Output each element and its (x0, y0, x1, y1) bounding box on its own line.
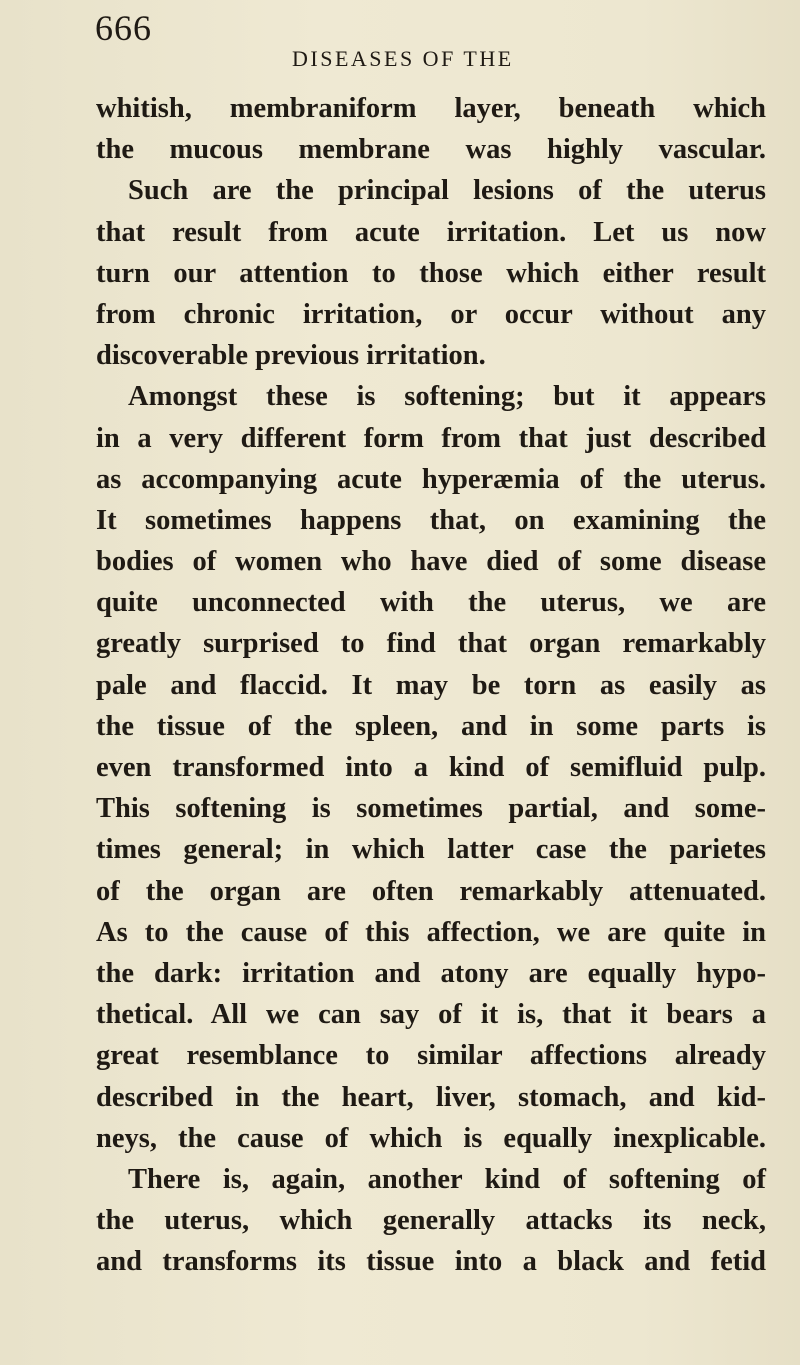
body-text (96, 88, 766, 1282)
text-line: times general; in which latter case the parietes (96, 834, 766, 866)
text-line: It sometimes happens that, on examining the (96, 504, 766, 536)
text-line: that result from acute irritation. Let us now (96, 216, 766, 248)
text-line: the tissue of the spleen, and in some parts is (96, 710, 766, 742)
running-head: DISEASES OF THE (292, 46, 514, 71)
text-line: the mucous membrane was highly vascular. (96, 134, 766, 166)
text-line: from chronic irritation, or occur without any (96, 298, 766, 330)
text-line: the dark: irritation and atony are equally hypo- (96, 957, 766, 989)
page-number: 666 (95, 8, 152, 48)
text-line: and transforms its tissue into a black and fetid (96, 1246, 766, 1278)
text-line: neys, the cause of which is equally inexplicable. (96, 1122, 766, 1154)
text-line: Such are the principal lesions of the uterus (128, 175, 766, 207)
text-line: even transformed into a kind of semifluid pulp. (96, 752, 766, 783)
text-line: the uterus, which generally attacks its neck, (96, 1205, 766, 1237)
text-line: pale and flaccid. It may be torn as easily as (96, 669, 766, 701)
text-line: as accompanying acute hyperæmia of the uterus. (96, 463, 766, 495)
text-line: bodies of women who have died of some disease (96, 546, 766, 578)
text-line: described in the heart, liver, stomach, and kid- (96, 1081, 766, 1113)
text-line: turn our attention to those which either result (96, 257, 766, 289)
text-line: whitish, membraniform layer, beneath which (96, 93, 766, 124)
text-line: There is, again, another kind of softening of (128, 1163, 766, 1195)
text-line: thetical. All we can say of it is, that it bears a (96, 999, 766, 1031)
text-line: Amongst these is softening; but it appears (128, 381, 766, 413)
text-line: quite unconnected with the uterus, we are (96, 587, 766, 619)
text-line: greatly surprised to find that organ remarkably (96, 628, 766, 660)
text-line: As to the cause of this affection, we are quite in (96, 916, 766, 948)
text-line: discoverable previous irritation. (96, 340, 486, 372)
text-line: great resemblance to similar affections already (96, 1040, 766, 1072)
text-line: in a very different form from that just described (96, 422, 766, 454)
text-line: of the organ are often remarkably attenuated. (96, 875, 766, 907)
text-line: This softening is sometimes partial, and some- (96, 793, 766, 825)
